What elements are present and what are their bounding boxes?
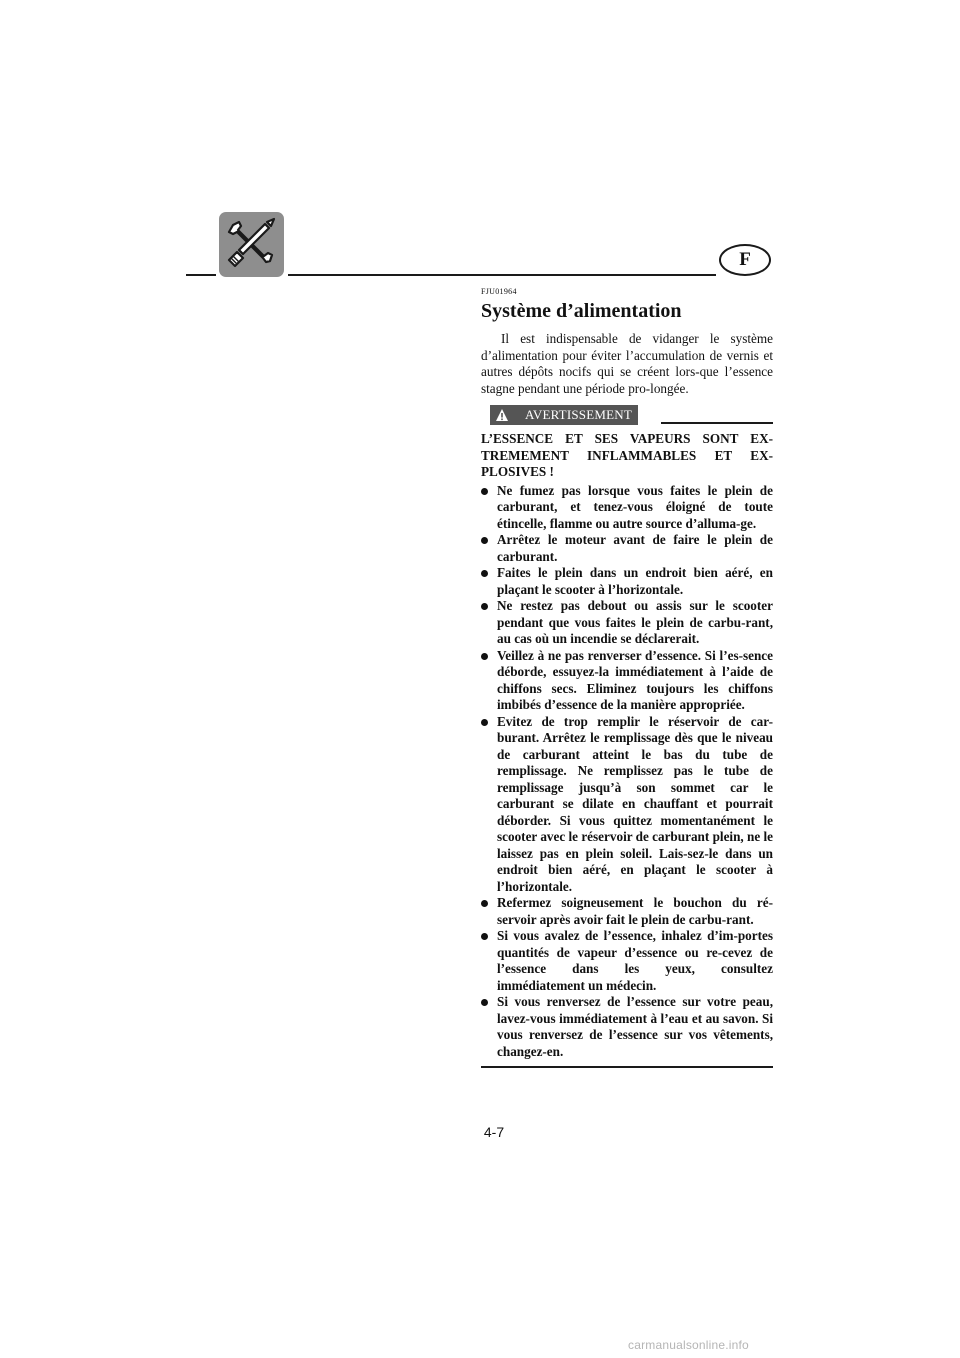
warning-item: Si vous avalez de l’essence, inhalez d’im-portes quantités de vapeur d’essence ou re-cevez de l’essence dans les yeux, consultez immédiatement un médecin. — [481, 928, 773, 994]
warning-item: Veillez à ne pas renverser d’essence. Si l’es-sence déborde, essuyez-la immédiatement à l’aide de chiffons secs. Eliminez toujours les chiffons imbibés d’essence de la manière appropriée. — [481, 648, 773, 714]
bullet-icon — [481, 653, 488, 660]
section-title: Système d’alimentation — [481, 300, 682, 322]
watermark: carmanualsonline.info — [628, 1338, 749, 1352]
warning-item: Faites le plein dans un endroit bien aéré, en plaçant le scooter à l’horizontale. — [481, 565, 773, 598]
warning-bottom-rule — [481, 1066, 773, 1068]
section-letter-badge: F — [719, 244, 771, 276]
bullet-icon — [481, 570, 488, 577]
warning-rule — [661, 422, 773, 424]
intro-paragraph: Il est indispensable de vidanger le système d’alimentation pour éviter l’accumulation de vernis et autres dépôts nocifs qui se créent lors-que l’essence stagne pendant une période pro-longée. — [481, 331, 773, 396]
wrench-screwdriver-icon — [219, 212, 284, 277]
warning-body — [481, 431, 773, 1060]
page-number: 4-7 — [483, 1124, 505, 1140]
warning-item: Si vous renversez de l’essence sur votre peau, lavez-vous immédiatement à l’eau et au savon. Si vous renversez de l’essence sur vos vêtements, changez-en. — [481, 994, 773, 1060]
section-code: FJU01964 — [481, 287, 517, 296]
warning-item: Evitez de trop remplir le réservoir de car-burant. Arrêtez le remplissage dès que le niveau de carburant atteint le bas du tube de remplissage. Ne remplissez pas le tube de remplissage jusqu’à son sommet car le carburant se dilate en chauffant et pourrait déborder. Si vous quittez momentanément le scooter avec le réservoir de carburant plein, ne le laissez pas en plein soleil. Lais-sez-le dans un endroit bien aéré, en plaçant le scooter à l’horizontale. — [481, 714, 773, 896]
bullet-icon — [481, 537, 488, 544]
warning-header — [481, 405, 773, 427]
bullet-icon — [481, 900, 488, 907]
header-rule-left — [186, 274, 216, 276]
bullet-icon — [481, 603, 488, 610]
warning-triangle-icon — [495, 408, 509, 422]
bullet-icon — [481, 999, 488, 1006]
content-column — [481, 287, 773, 1068]
header-rule-right — [288, 274, 716, 276]
warning-item: Arrêtez le moteur avant de faire le plein de carburant. — [481, 532, 773, 565]
warning-lead: L’ESSENCE ET SES VAPEURS SONT EX-TREMEMENT INFLAMMABLES ET EX-PLOSIVES ! — [481, 431, 773, 479]
bullet-icon — [481, 933, 488, 940]
warning-item: Ne restez pas debout ou assis sur le scooter pendant que vous faites le plein de carbu-rant, au cas où un incendie se déclarerait. — [481, 598, 773, 648]
bullet-icon — [481, 488, 488, 495]
warning-label: AVERTISSEMENT — [490, 405, 638, 425]
warning-list — [481, 483, 773, 1061]
warning-item: Ne fumez pas lorsque vous faites le plein de carburant, et tenez-vous éloigné de toute étincelle, flamme ou autre source d’alluma-ge. — [481, 483, 773, 533]
bullet-icon — [481, 719, 488, 726]
warning-item: Refermez soigneusement le bouchon du ré-servoir après avoir fait le plein de carbu-rant. — [481, 895, 773, 928]
